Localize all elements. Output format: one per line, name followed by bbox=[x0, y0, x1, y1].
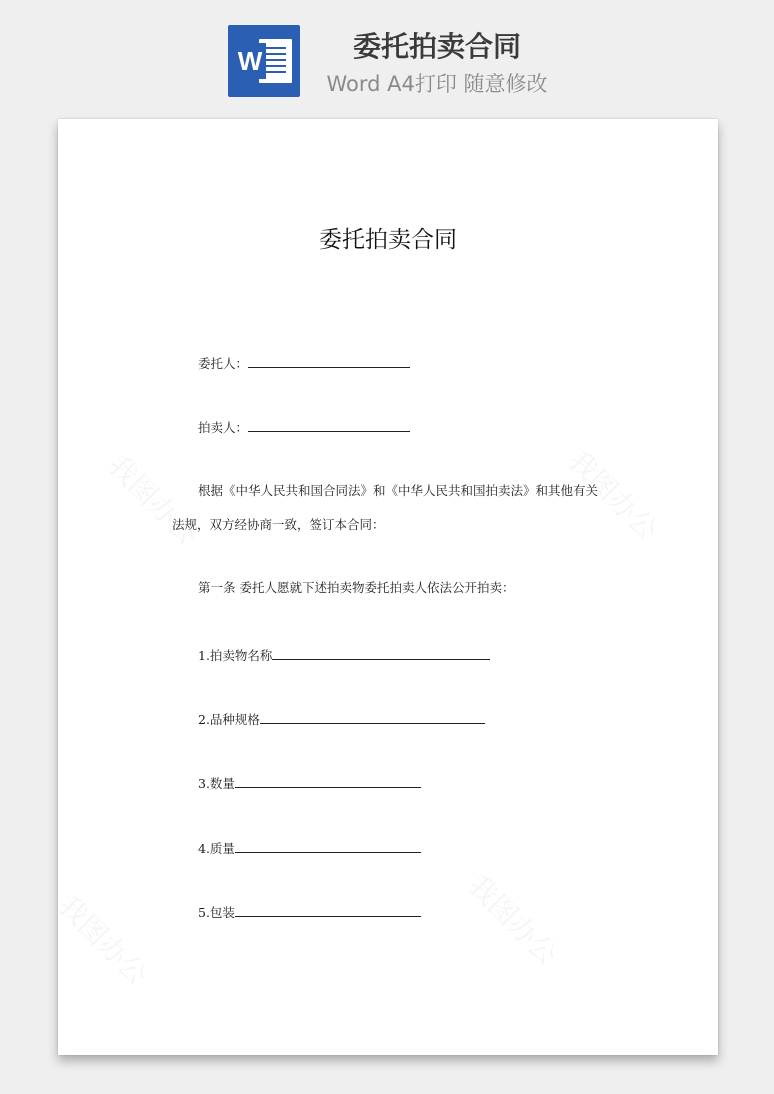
client-blank bbox=[248, 352, 410, 368]
header-title: 委托拍卖合同 bbox=[352, 30, 521, 63]
watermark bbox=[58, 885, 158, 992]
item-line bbox=[198, 901, 421, 923]
word-icon-letter: W bbox=[234, 43, 266, 79]
item-blank bbox=[272, 644, 490, 660]
header-subtitle: Word A4打印 随意修改 bbox=[326, 72, 548, 96]
auctioneer-blank bbox=[248, 416, 410, 432]
client-line bbox=[198, 352, 410, 374]
item-label: 1.拍卖物名称 bbox=[198, 648, 273, 663]
watermark bbox=[100, 445, 207, 552]
item-blank bbox=[260, 708, 485, 724]
item-label: 2.品种规格 bbox=[198, 712, 260, 727]
item-blank bbox=[235, 772, 421, 788]
item-label: 4.质量 bbox=[198, 841, 235, 856]
client-label: 委托人： bbox=[198, 356, 249, 371]
item-label: 5.包装 bbox=[198, 905, 235, 920]
article-1: 第一条 委托人愿就下述拍卖物委托拍卖人依法公开拍卖： bbox=[198, 580, 515, 595]
item-blank bbox=[235, 901, 421, 917]
item-blank bbox=[235, 837, 421, 853]
document-page bbox=[58, 119, 718, 1055]
preview-header bbox=[0, 0, 774, 110]
preamble-line-2: 法规，双方经协商一致，签订本合同： bbox=[172, 517, 385, 532]
auctioneer-label: 拍卖人： bbox=[198, 420, 249, 435]
item-label: 3.数量 bbox=[198, 776, 235, 791]
item-line bbox=[198, 644, 490, 666]
preamble-line-1: 根据《中华人民共和国合同法》和《中华人民共和国拍卖法》和其他有关 bbox=[198, 483, 599, 498]
auctioneer-line bbox=[198, 416, 410, 438]
item-line bbox=[198, 772, 421, 794]
document-title: 委托拍卖合同 bbox=[319, 227, 457, 253]
item-line bbox=[198, 708, 485, 730]
item-line bbox=[198, 837, 421, 859]
watermark bbox=[460, 865, 567, 972]
word-document-icon bbox=[228, 25, 300, 97]
